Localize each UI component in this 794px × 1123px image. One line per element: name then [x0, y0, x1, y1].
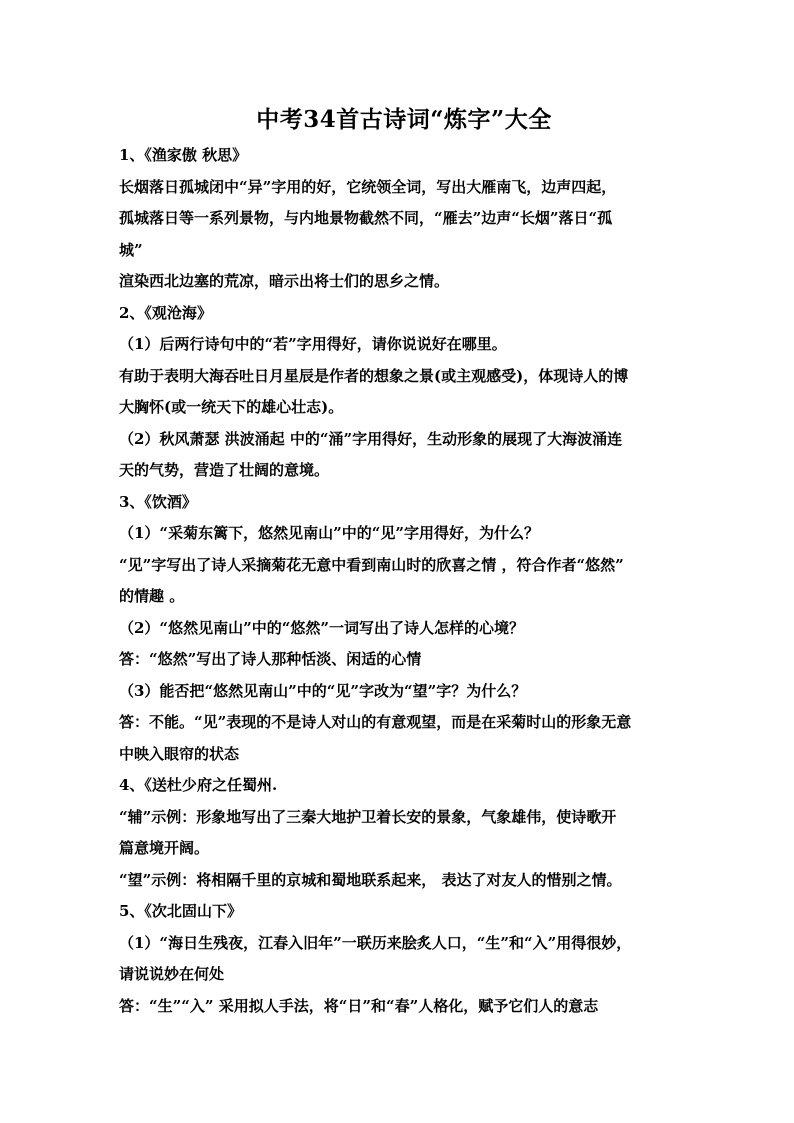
text-line: 4、《送杜少府之任蜀州.: [119, 776, 278, 794]
text-line: 篇意境开阔。: [119, 839, 210, 857]
text-line: “辅”示例：形象地写出了三秦大地护卫着长安的景象，气象雄伟，使诗歌开: [119, 807, 617, 826]
text-line: 答：不能。“见”表现的不是诗人对山的有意观望，而是在采菊时山的形象无意: [119, 713, 632, 731]
text-line: 请说说妙在何处: [119, 965, 225, 983]
text-line: “望”示例：将相隔千里的京城和蜀地联系起来， 表达了对友人的惜别之情。: [119, 870, 622, 889]
text-line: 答：“生”“入” 采用拟人手法，将“日”和“春”人格化，赋予它们人的意志: [119, 996, 599, 1015]
text-line: 城”: [119, 240, 143, 259]
text-line: 天的气势，营造了壮阔的意境。: [119, 461, 330, 479]
text-line: 1、《渔家傲 秋思》: [119, 146, 248, 164]
text-line: （3）能否把“悠然见南山”中的“见”字改为“望”字？为什么？: [119, 681, 527, 700]
text-line: （1）后两行诗句中的“若”字用得好，请你说说好在哪里。: [119, 335, 507, 353]
text-line: 长烟落日孤城闭中“异”字用的好，它统领全词，写出大雁南飞，边声四起，: [119, 177, 617, 196]
text-line: 大胸怀(或一统天下的雄心壮志)。: [119, 398, 344, 416]
document-page: [119, 100, 689, 1022]
text-line: （1）“采菊东篱下，悠然见南山”中的“见”字用得好，为什么？: [119, 524, 539, 542]
text-line: 孤城落日等一系列景物，与内地景物截然不同，“雁去”边声“长烟”落日“孤: [119, 209, 613, 227]
text-line: 答：“悠然”写出了诗人那种恬淡、闲适的心情: [119, 650, 422, 668]
document-title: 中考34首古诗词“炼字”大全: [256, 106, 552, 133]
text-line: （2）秋风萧瑟 洪波涌起 中的“涌”字用得好，生动形象的展现了大海波涌连: [119, 429, 623, 448]
text-line: 5、《次北固山下》: [119, 902, 242, 920]
text-line: 2、《观沧海》: [119, 303, 212, 322]
text-line: 有助于表明大海吞吐日月星辰是作者的想象之景(或主观感受)，体现诗人的博: [119, 366, 629, 385]
text-line: （2）“悠然见南山”中的“悠然”一词写出了诗人怎样的心境？: [119, 618, 524, 637]
text-line: （1）“海日生残夜，江春入旧年”一联历来脍炙人口，“生”和“入”用得很妙，: [119, 933, 632, 952]
text-line: 渲染西北边塞的荒凉，暗示出将士们的思乡之情。: [119, 272, 450, 290]
text-line: 3、《饮酒》: [119, 492, 197, 511]
text-line: 中映入眼帘的状态: [119, 744, 240, 763]
text-line: “见”字写出了诗人采摘菊花无意中看到南山时的欣喜之情 ，符合作者“悠然”: [119, 555, 624, 574]
document-body: [119, 140, 689, 1022]
text-line: 的情趣 。: [119, 587, 185, 605]
